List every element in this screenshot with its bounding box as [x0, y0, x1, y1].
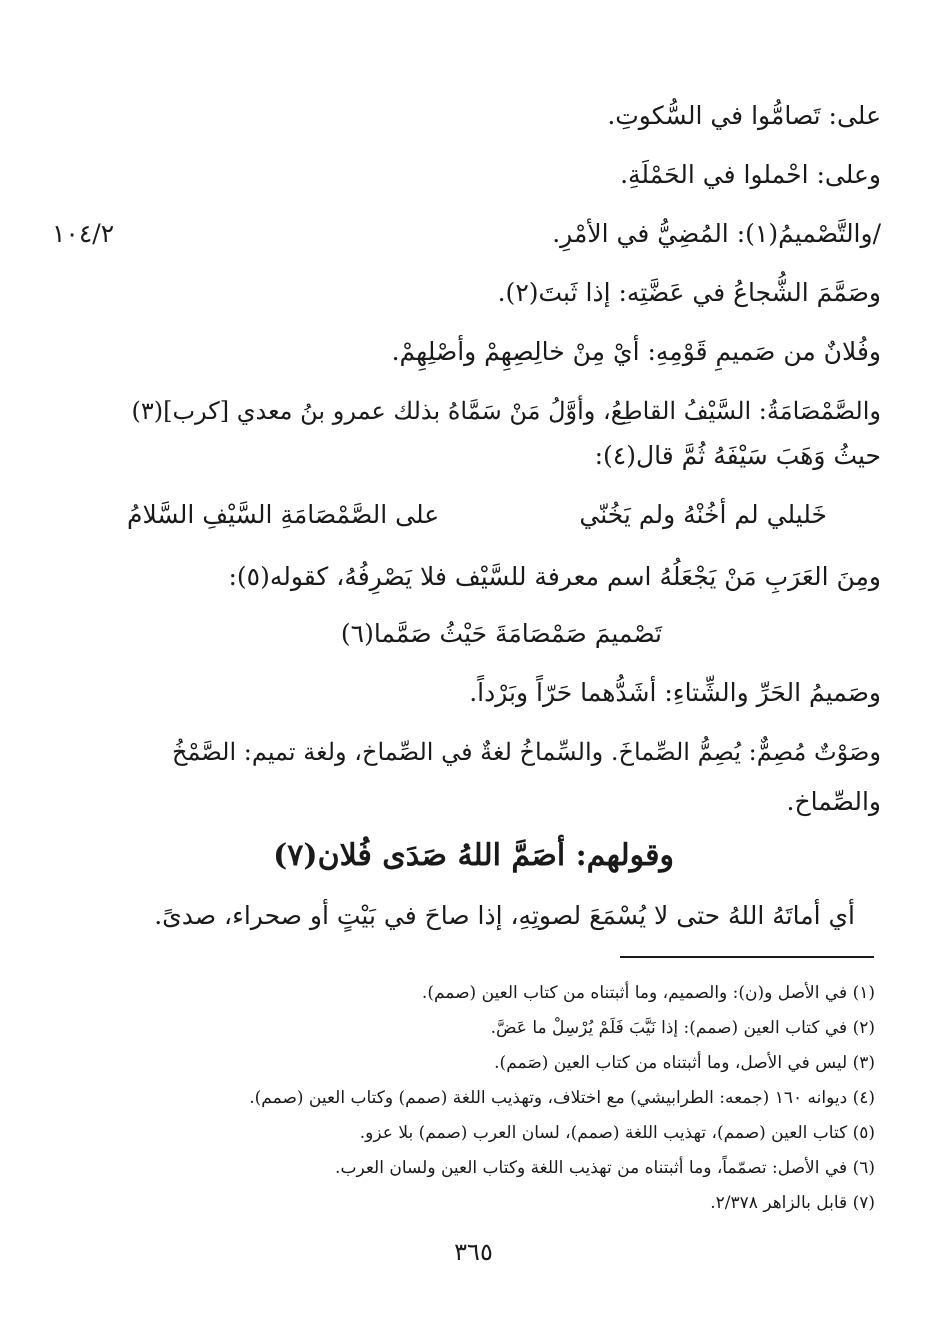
text-line: وصَميمُ الحَرِّ والشِّتاءِ: أشَدُّهما حَرّاً وبَرْداً.: [469, 678, 881, 707]
footnote: (٤) ديوانه ١٦٠ (جمعه: الطرابيشي) مع اختلاف، وتهذيب اللغة (صمم) وكتاب العين (صمم).: [249, 1088, 875, 1108]
text-line: وفُلانٌ من صَميمِ قَوْمِهِ: أيْ مِنْ خالِصِهِمْ وأصْلِهِمْ.: [391, 337, 881, 366]
text-line: وصَمَّمَ الشُّجاعُ في عَضَّتِه: إذا ثَبتَ(٢).: [497, 278, 881, 307]
footnote: (٥) كتاب العين (صمم)، تهذيب اللغة (صمم)، لسان العرب (صمم) بلا عزو.: [359, 1123, 875, 1143]
page-number: ٣٦٥: [454, 1238, 493, 1266]
poem-verse: [127, 495, 827, 535]
text-line: ومِنَ العَرَبِ مَنْ يَجْعَلُهُ اسم معرفة للسَّيْف فلا يَصْرِفُهُ، كقوله(٥):: [228, 562, 881, 591]
footnote: (٢) في كتاب العين (صمم): إذا نَيَّبَ فَلَمْ يُرْسِلْ ما عَضَّ.: [490, 1018, 875, 1038]
text-line: حيثُ وَهَبَ سَيْفَهُ ثُمَّ قال(٤):: [594, 441, 881, 470]
text-line: والصَّمْصَامَةُ: السَّيْفُ القاطِعُ، وأوَّلُ مَنْ سَمَّاهُ بذلك عمرو بنُ معدي [كرب](٣): [131, 397, 881, 425]
footnote: (٦) في الأصل: تصمّماً، وما أثبتناه من تهذيب اللغة وكتاب العين ولسان العرب.: [335, 1158, 875, 1178]
text-line: على: تَصامُّوا في السُّكوتِ.: [607, 101, 881, 130]
text-line: والصِّماخ.: [786, 787, 881, 816]
footnote-divider: [620, 956, 874, 958]
verse-second-hemistich: على الصَّمْصَامَةِ السَّيْفِ السَّلامُ: [127, 500, 440, 529]
verse-first-hemistich: خَليلي لم أخُنْهُ ولم يَخُنّي: [579, 500, 827, 529]
text-line: /والتَّصْميمُ(١): المُضِيُّ في الأمْرِ.: [552, 219, 881, 248]
margin-reference: ١٠٤/٢: [52, 219, 115, 248]
heading-explanation: أي أماتَهُ اللهُ حتى لا يُسْمَعَ لصوتِهِ، إذا صاحَ في بَيْتٍ أو صحراء، صدىً.: [154, 901, 855, 930]
text-line: وصَوْتٌ مُصِمٌّ: يُصِمُّ الصِّماخَ. والسِّماخُ لغةٌ في الصِّماخ، ولغة تميم: الصَّمْخُ: [171, 738, 881, 766]
half-verse: تَصْميمَ صَمْصَامَةَ حَيْثُ صَمَّما(٦): [340, 619, 662, 648]
footnote: (٣) ليس في الأصل، وما أثبتناه من كتاب العين (صَمم).: [494, 1053, 875, 1073]
text-line: وعلى: احْملوا في الحَمْلَةِ.: [620, 160, 881, 189]
footnote: (١) في الأصل و(ن): والصميم، وما أثبتناه من كتاب العين (صمم).: [421, 983, 875, 1003]
section-heading: وقولهم: أصَمَّ اللهُ صَدَى فُلان(٧): [273, 838, 674, 873]
footnote: (٧) قابل بالزاهر ٢/٣٧٨.: [710, 1193, 875, 1213]
